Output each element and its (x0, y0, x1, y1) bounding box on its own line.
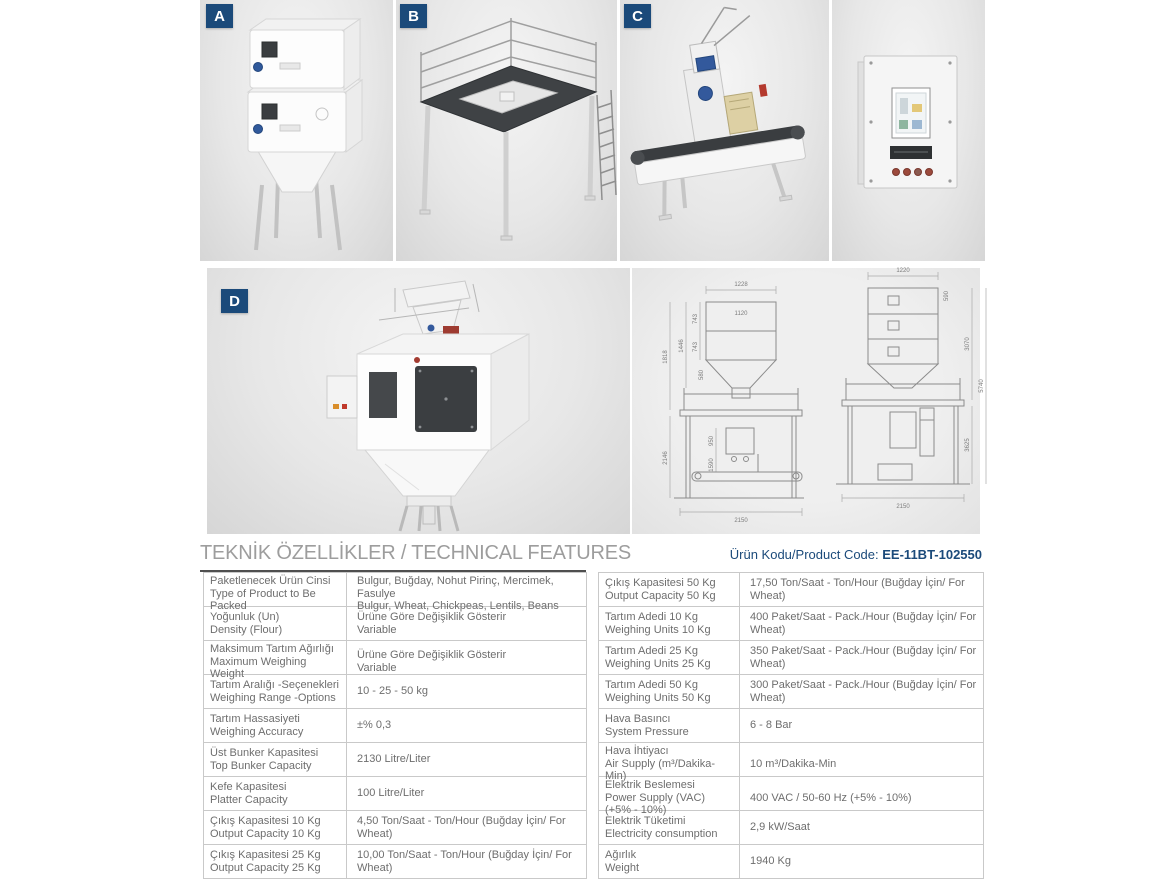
guide-rods-icon (697, 4, 754, 48)
spec-label-en: Power Supply (VAC) (+5% - 10%) (605, 791, 706, 816)
spec-label (204, 745, 346, 774)
product-code (730, 547, 982, 562)
spec-row (204, 675, 586, 709)
red-label-icon (759, 84, 768, 97)
spec-value: 100 Litre/Liter (346, 777, 586, 810)
spec-label-tr: Elektrik Tüketimi (605, 815, 686, 827)
spec-value: 1940 Kg (739, 845, 983, 878)
spec-value: Bulgur, Buğday, Nohut Pirinç, Mercimek, Fasulye Bulgur, Wheat, Chickpeas, Lentils, Beans (346, 573, 586, 615)
spec-label-tr: Tartım Adedi 50 Kg (605, 679, 698, 691)
badge-b: B (400, 4, 427, 28)
spec-label (599, 847, 739, 876)
spec-value: 2130 Litre/Liter (346, 743, 586, 776)
svg-text:1120: 1120 (734, 311, 748, 317)
technical-drawings (632, 268, 985, 534)
section-title: TEKNİK ÖZELLİKLER / TECHNICAL FEATURES (200, 542, 586, 572)
spec-row (204, 709, 586, 743)
technical-drawing-tile (632, 268, 985, 534)
spec-label-tr: Elektrik Beslemesi (605, 779, 695, 791)
valve-knob-icon (254, 125, 263, 134)
spec-label-tr: Tartım Adedi 10 Kg (605, 611, 698, 623)
inspection-window-icon (262, 104, 277, 119)
spec-label-en: Electricity consumption (605, 827, 718, 840)
spec-label-en: Platter Capacity (210, 793, 288, 806)
photo-tile-control-panel (832, 0, 985, 261)
spec-row (204, 573, 586, 612)
inspection-window-icon (262, 42, 277, 57)
svg-text:743: 743 (693, 341, 699, 353)
spec-label-en: Air Supply (m³/Dakika-Min) (605, 757, 716, 782)
spec-row (204, 641, 586, 680)
spec-value: 4,50 Ton/Saat - Ton/Hour (Buğday İçin/ For Wheat) (346, 811, 586, 844)
spec-label (204, 813, 346, 842)
spec-label-tr: Maksimum Tartım Ağırlığı (210, 643, 334, 655)
sewing-motor-icon (696, 56, 716, 72)
control-panel-illustration (832, 0, 985, 261)
technical-drawing-side (836, 268, 986, 510)
spec-label-tr: Ağırlık (605, 849, 637, 861)
spec-label-tr: Paketlenecek Ürün Cinsi (210, 575, 331, 587)
side-access-panel (369, 372, 397, 418)
svg-text:2146: 2146 (663, 451, 669, 465)
spec-label (599, 643, 739, 672)
spec-value: 10,00 Ton/Saat - Ton/Hour (Buğday İçin/ For Wheat) (346, 845, 586, 878)
electric-box (327, 376, 357, 418)
spec-value: Ürüne Göre Değişiklik Gösterir Variable (346, 641, 586, 683)
svg-text:1590: 1590 (709, 458, 715, 472)
svg-text:950: 950 (709, 435, 715, 447)
packing-machine-illustration (207, 268, 630, 534)
spec-row (599, 845, 983, 879)
spec-label (599, 677, 739, 706)
warning-sticker-icon (342, 404, 347, 409)
svg-text:1228: 1228 (734, 282, 748, 288)
spec-row (599, 675, 983, 709)
svg-text:580: 580 (699, 369, 705, 381)
spec-value: ±% 0,3 (346, 709, 586, 742)
spec-label-tr: Çıkış Kapasitesi 25 Kg (210, 849, 321, 861)
svg-text:2150: 2150 (734, 518, 748, 524)
spec-row (599, 743, 983, 782)
spec-label-en: Weighing Units 25 Kg (605, 657, 711, 670)
spec-label-en: Weighing Units 10 Kg (605, 623, 711, 636)
spec-row (599, 607, 983, 641)
spec-label-en: Weight (605, 861, 640, 874)
technical-drawing-front (663, 282, 804, 524)
product-code-value: EE-11BT-102550 (882, 547, 982, 562)
spec-row (599, 709, 983, 743)
spec-value: 10 m³/Dakika-Min (739, 743, 983, 785)
spec-label (599, 711, 739, 740)
spec-label-tr: Kefe Kapasitesi (210, 781, 287, 793)
spec-value: 6 - 8 Bar (739, 709, 983, 742)
warning-sticker-icon (333, 404, 339, 409)
spec-label-tr: Çıkış Kapasitesi 50 Kg (605, 577, 716, 589)
spec-label-en: Output Capacity 10 Kg (210, 827, 321, 840)
photo-tile-bunker (200, 0, 393, 261)
spec-value: Ürüne Göre Değişiklik Gösterir Variable (346, 607, 586, 640)
spec-label-en: Density (Flour) (210, 623, 283, 636)
svg-text:3070: 3070 (965, 337, 971, 351)
spec-label (204, 847, 346, 876)
spec-label-en: Weighing Range -Options (210, 691, 336, 704)
svg-text:1220: 1220 (896, 268, 910, 274)
ladder-icon (597, 90, 616, 200)
spec-value: 10 - 25 - 50 kg (346, 675, 586, 708)
spec-row (204, 743, 586, 777)
storage-bunker-illustration (200, 0, 393, 261)
spec-label-tr: Hava Basıncı (605, 713, 671, 725)
svg-text:5740: 5740 (979, 379, 985, 393)
spec-label-tr: Hava İhtiyacı (605, 745, 669, 757)
spec-row (204, 845, 586, 879)
spec-row (204, 607, 586, 641)
spec-label (204, 677, 346, 706)
spec-label-en: Maximum Weighing Weight (210, 655, 307, 680)
photo-tile-conveyor (620, 0, 829, 261)
product-code-label: Ürün Kodu/Product Code: (729, 547, 879, 562)
spec-label-tr: Tartım Hassasiyeti (210, 713, 300, 725)
spec-row (204, 777, 586, 811)
spec-label-en: Type of Product to Be Packed (210, 587, 316, 612)
spec-label-tr: Tartım Aralığı -Seçenekleri (210, 679, 339, 691)
badge-a: A (206, 4, 233, 28)
spec-label (204, 609, 346, 638)
spec-label-en: System Pressure (605, 725, 689, 738)
bag-closing-conveyor-illustration (620, 0, 829, 261)
badge-d: D (221, 289, 248, 313)
valve-knob-icon (254, 63, 263, 72)
spec-label-tr: Yoğunluk (Un) (210, 611, 280, 623)
spec-table-left (203, 572, 587, 879)
spec-row (599, 777, 983, 816)
service-platform-illustration (396, 0, 617, 261)
spec-label (204, 711, 346, 740)
spec-value: 350 Paket/Saat - Pack./Hour (Buğday İçin/ For Wheat) (739, 641, 983, 674)
badge-c: C (624, 4, 651, 28)
spec-label-en: Top Bunker Capacity (210, 759, 312, 772)
spec-label-en: Output Capacity 25 Kg (210, 861, 321, 874)
spec-value: 400 VAC / 50-60 Hz (+5% - 10%) (739, 777, 983, 819)
spec-value: 400 Paket/Saat - Pack./Hour (Buğday İçin/ For Wheat) (739, 607, 983, 640)
spec-label-en: Weighing Units 50 Kg (605, 691, 711, 704)
spec-label-en: Output Capacity 50 Kg (605, 589, 716, 602)
spec-value: 17,50 Ton/Saat - Ton/Hour (Buğday İçin/ For Wheat) (739, 573, 983, 606)
spec-label-en: Weighing Accuracy (210, 725, 304, 738)
photo-tile-platform (396, 0, 617, 261)
spec-row (204, 811, 586, 845)
svg-text:743: 743 (693, 313, 699, 325)
spec-table-right (598, 572, 984, 879)
spec-label (599, 575, 739, 604)
svg-text:1818: 1818 (663, 350, 669, 364)
spec-label-tr: Tartım Adedi 25 Kg (605, 645, 698, 657)
spec-row (599, 641, 983, 675)
spec-value: 2,9 kW/Saat (739, 811, 983, 844)
spec-label (599, 609, 739, 638)
spec-label (204, 779, 346, 808)
spec-label (599, 813, 739, 842)
svg-text:590: 590 (944, 290, 950, 302)
spec-value: 300 Paket/Saat - Pack./Hour (Buğday İçin/ For Wheat) (739, 675, 983, 708)
svg-text:2150: 2150 (896, 504, 910, 510)
photo-tile-machine (207, 268, 630, 534)
spec-row (599, 573, 983, 607)
sewing-head-icon (724, 92, 758, 134)
spec-row (599, 811, 983, 845)
spec-label-tr: Üst Bunker Kapasitesi (210, 747, 319, 759)
svg-text:1446: 1446 (679, 339, 685, 353)
svg-text:3625: 3625 (965, 438, 971, 452)
spec-label-tr: Çıkış Kapasitesi 10 Kg (210, 815, 321, 827)
